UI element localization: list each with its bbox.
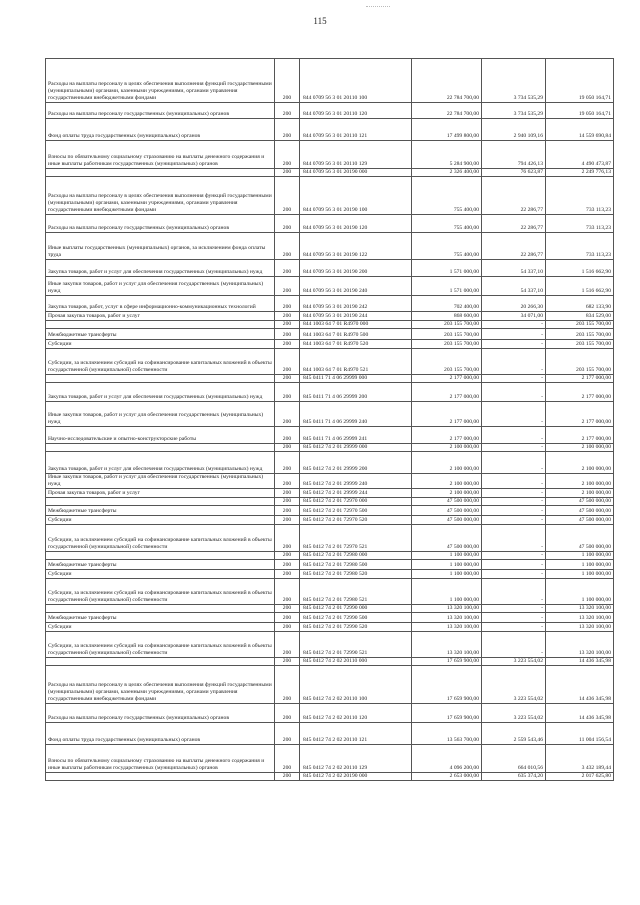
- budget-code-cell: 845 0412 74 2 01 72990 500: [300, 613, 412, 623]
- remaining-amount-cell: 14 436 345,98: [546, 704, 614, 723]
- line-code-cell: 200: [275, 613, 300, 623]
- line-code-cell: 200: [275, 444, 300, 452]
- approved-amount-cell: 1 571 000,00: [412, 260, 482, 277]
- budget-code-cell: 845 0412 74 2 01 29999 244: [300, 489, 412, 498]
- approved-amount-cell: 203 155 700,00: [412, 321, 482, 329]
- approved-amount-cell: 2 177 000,00: [412, 402, 482, 427]
- executed-amount-cell: 794 426,13: [482, 141, 546, 169]
- budget-code-cell: 845 0412 74 2 01 72990 000: [300, 605, 412, 613]
- remaining-amount-cell: 19 050 164,71: [546, 103, 614, 119]
- expense-name-cell: [46, 658, 275, 666]
- approved-amount-cell: 203 155 700,00: [412, 349, 482, 375]
- table-row: [46, 498, 614, 506]
- line-code-cell: 200: [275, 375, 300, 383]
- table-row: [46, 560, 614, 570]
- table-row: [46, 525, 614, 552]
- remaining-amount-cell: 2 100 000,00: [546, 489, 614, 498]
- page-number: 115: [313, 16, 327, 26]
- expense-name-cell: [46, 169, 275, 177]
- remaining-amount-cell: 4 490 473,87: [546, 141, 614, 169]
- executed-amount-cell: 635 374,20: [482, 773, 546, 781]
- expense-name-cell: [46, 321, 275, 329]
- expense-name-cell: [46, 498, 275, 506]
- budget-code-cell: 845 0412 74 2 01 72970 520: [300, 516, 412, 525]
- approved-amount-cell: 13 563 700,00: [412, 723, 482, 745]
- executed-amount-cell: 76 623,87: [482, 169, 546, 177]
- remaining-amount-cell: 733 113,23: [546, 177, 614, 215]
- executed-amount-cell: -: [482, 570, 546, 579]
- table-row: [46, 402, 614, 427]
- approved-amount-cell: 13 320 100,00: [412, 605, 482, 613]
- approved-amount-cell: 47 500 000,00: [412, 525, 482, 552]
- budget-code-cell: 845 0412 74 2 01 72980 521: [300, 579, 412, 605]
- executed-amount-cell: -: [482, 623, 546, 632]
- table-row: [46, 141, 614, 169]
- table-row: [46, 59, 614, 103]
- expense-name-cell: Межбюджетные трансферты: [46, 560, 275, 570]
- approved-amount-cell: 17 499 800,00: [412, 119, 482, 141]
- approved-amount-cell: 203 155 700,00: [412, 329, 482, 340]
- executed-amount-cell: 20 266,30: [482, 296, 546, 312]
- remaining-amount-cell: 203 155 700,00: [546, 340, 614, 349]
- executed-amount-cell: -: [482, 402, 546, 427]
- approved-amount-cell: 2 100 000,00: [412, 452, 482, 474]
- table-row: [46, 552, 614, 560]
- budget-code-cell: 844 0709 56 3 01 20110 120: [300, 103, 412, 119]
- table-row: [46, 658, 614, 666]
- line-code-cell: 200: [275, 632, 300, 658]
- approved-amount-cell: 2 326 400,00: [412, 169, 482, 177]
- budget-code-cell: 844 0709 56 3 01 20190 120: [300, 215, 412, 233]
- line-code-cell: 200: [275, 169, 300, 177]
- executed-amount-cell: 3 734 535,29: [482, 103, 546, 119]
- budget-code-cell: 845 0412 74 2 02 20110 000: [300, 658, 412, 666]
- expense-name-cell: Закупка товаров, работ и услуг для обеспечения государственных (муниципальных) нужд: [46, 452, 275, 474]
- expense-name-cell: Иные закупки товаров, работ и услуг для обеспечения государственных (муниципальных) нужд: [46, 402, 275, 427]
- approved-amount-cell: 1 571 000,00: [412, 277, 482, 296]
- expense-name-cell: Прочая закупка товаров, работ и услуг: [46, 312, 275, 321]
- line-code-cell: 200: [275, 321, 300, 329]
- expense-name-cell: Закупка товаров, работ и услуг для обеспечения государственных (муниципальных) нужд: [46, 383, 275, 402]
- table-row: [46, 613, 614, 623]
- expense-name-cell: Расходы на выплаты персоналу государственных (муниципальных) органов: [46, 215, 275, 233]
- executed-amount-cell: -: [482, 516, 546, 525]
- budget-code-cell: 845 0412 74 2 01 72980 520: [300, 570, 412, 579]
- table-row: [46, 474, 614, 489]
- executed-amount-cell: 3 223 554,02: [482, 658, 546, 666]
- executed-amount-cell: -: [482, 498, 546, 506]
- executed-amount-cell: 3 223 554,02: [482, 666, 546, 704]
- expense-name-cell: Закупка товаров, работ и услуг для обеспечения государственных (муниципальных) нужд: [46, 260, 275, 277]
- remaining-amount-cell: 203 155 700,00: [546, 349, 614, 375]
- expense-name-cell: Иные закупки товаров, работ и услуг для обеспечения государственных (муниципальных) нужд: [46, 277, 275, 296]
- budget-code-cell: 845 0412 74 2 01 72970 521: [300, 525, 412, 552]
- budget-code-cell: 845 0412 74 2 01 29999 000: [300, 444, 412, 452]
- budget-code-cell: 844 1003 64 7 01 R4970 520: [300, 340, 412, 349]
- remaining-amount-cell: 14 559 690,84: [546, 119, 614, 141]
- executed-amount-cell: -: [482, 452, 546, 474]
- executed-amount-cell: 3 734 535,29: [482, 59, 546, 103]
- line-code-cell: 200: [275, 233, 300, 260]
- table-row: [46, 570, 614, 579]
- remaining-amount-cell: 834 529,00: [546, 312, 614, 321]
- executed-amount-cell: -: [482, 525, 546, 552]
- remaining-amount-cell: 1 516 662,90: [546, 277, 614, 296]
- executed-amount-cell: 2 559 543,46: [482, 723, 546, 745]
- table-row: [46, 215, 614, 233]
- executed-amount-cell: -: [482, 383, 546, 402]
- table-row: [46, 605, 614, 613]
- expense-name-cell: Научно-исследовательские и опытно-конструкторские работы: [46, 427, 275, 444]
- expense-name-cell: Субсидии: [46, 570, 275, 579]
- table-row: [46, 773, 614, 781]
- table-row: [46, 103, 614, 119]
- table-row: [46, 260, 614, 277]
- remaining-amount-cell: 2 100 000,00: [546, 474, 614, 489]
- table-row: [46, 340, 614, 349]
- remaining-amount-cell: 1 100 000,00: [546, 552, 614, 560]
- line-code-cell: 200: [275, 215, 300, 233]
- line-code-cell: 200: [275, 349, 300, 375]
- line-code-cell: 200: [275, 177, 300, 215]
- expense-name-cell: Субсидии: [46, 623, 275, 632]
- approved-amount-cell: 22 784 700,00: [412, 59, 482, 103]
- line-code-cell: 200: [275, 516, 300, 525]
- remaining-amount-cell: 1 100 000,00: [546, 570, 614, 579]
- table-row: [46, 666, 614, 704]
- expense-name-cell: [46, 552, 275, 560]
- executed-amount-cell: -: [482, 506, 546, 516]
- line-code-cell: 200: [275, 579, 300, 605]
- approved-amount-cell: 2 177 000,00: [412, 427, 482, 444]
- executed-amount-cell: -: [482, 552, 546, 560]
- remaining-amount-cell: 2 017 625,80: [546, 773, 614, 781]
- approved-amount-cell: 755 400,00: [412, 233, 482, 260]
- line-code-cell: 200: [275, 506, 300, 516]
- expense-name-cell: Межбюджетные трансферты: [46, 613, 275, 623]
- approved-amount-cell: 22 784 700,00: [412, 103, 482, 119]
- line-code-cell: 200: [275, 773, 300, 781]
- approved-amount-cell: 2 177 000,00: [412, 375, 482, 383]
- line-code-cell: 200: [275, 745, 300, 773]
- budget-code-cell: 845 0411 71 4 06 29999 200: [300, 383, 412, 402]
- budget-code-cell: 845 0412 74 2 01 72980 500: [300, 560, 412, 570]
- approved-amount-cell: 203 155 700,00: [412, 340, 482, 349]
- expense-name-cell: Фонд оплаты труда государственных (муниципальных) органов: [46, 119, 275, 141]
- executed-amount-cell: 22 286,77: [482, 233, 546, 260]
- budget-code-cell: 845 0412 74 2 01 72970 000: [300, 498, 412, 506]
- executed-amount-cell: -: [482, 427, 546, 444]
- remaining-amount-cell: 47 500 000,00: [546, 506, 614, 516]
- remaining-amount-cell: 47 500 000,00: [546, 516, 614, 525]
- remaining-amount-cell: 47 500 000,00: [546, 525, 614, 552]
- remaining-amount-cell: 2 100 000,00: [546, 444, 614, 452]
- expense-name-cell: Субсидии, за исключением субсидий на софинансирование капитальных вложений в объекты государственной (муниципальной) собственности: [46, 349, 275, 375]
- budget-code-cell: 844 1003 64 7 01 R4970 521: [300, 349, 412, 375]
- table-body: [46, 59, 614, 781]
- remaining-amount-cell: 13 320 100,00: [546, 632, 614, 658]
- line-code-cell: 200: [275, 329, 300, 340]
- expense-name-cell: Расходы на выплаты персоналу в целях обеспечения выполнения функций государственными (муниципальными) органами, казенными учреждениями, органами управления государственными внебюджетными фондами: [46, 177, 275, 215]
- expense-name-cell: Расходы на выплаты персоналу в целях обеспечения выполнения функций государственными (муниципальными) органами, казенными учреждениями, органами управления государственными внебюджетными фондами: [46, 59, 275, 103]
- line-code-cell: 200: [275, 498, 300, 506]
- table-row: [46, 745, 614, 773]
- line-code-cell: 200: [275, 723, 300, 745]
- table-row: [46, 383, 614, 402]
- approved-amount-cell: 2 177 000,00: [412, 383, 482, 402]
- approved-amount-cell: 13 320 100,00: [412, 613, 482, 623]
- remaining-amount-cell: 2 100 000,00: [546, 452, 614, 474]
- remaining-amount-cell: 203 155 700,00: [546, 321, 614, 329]
- table-row: [46, 452, 614, 474]
- budget-code-cell: 845 0412 74 2 01 72970 500: [300, 506, 412, 516]
- expense-name-cell: Иные закупки товаров, работ и услуг для обеспечения государственных (муниципальных) нужд: [46, 474, 275, 489]
- line-code-cell: 200: [275, 570, 300, 579]
- line-code-cell: 200: [275, 141, 300, 169]
- remaining-amount-cell: 2 249 776,13: [546, 169, 614, 177]
- budget-code-cell: 845 0412 74 2 01 29999 200: [300, 452, 412, 474]
- remaining-amount-cell: 47 500 000,00: [546, 498, 614, 506]
- budget-code-cell: 844 0709 56 3 01 20190 000: [300, 169, 412, 177]
- executed-amount-cell: -: [482, 632, 546, 658]
- line-code-cell: 200: [275, 59, 300, 103]
- budget-code-cell: 844 0709 56 3 01 20190 122: [300, 233, 412, 260]
- executed-amount-cell: -: [482, 489, 546, 498]
- line-code-cell: 200: [275, 277, 300, 296]
- table-row: [46, 349, 614, 375]
- approved-amount-cell: 2 653 000,00: [412, 773, 482, 781]
- approved-amount-cell: 47 500 000,00: [412, 516, 482, 525]
- executed-amount-cell: -: [482, 321, 546, 329]
- line-code-cell: 200: [275, 312, 300, 321]
- executed-amount-cell: 3 223 554,02: [482, 704, 546, 723]
- executed-amount-cell: 2 940 109,16: [482, 119, 546, 141]
- line-code-cell: 200: [275, 119, 300, 141]
- budget-code-cell: 844 0709 56 3 01 20110 129: [300, 141, 412, 169]
- budget-code-cell: 845 0412 74 2 02 20190 000: [300, 773, 412, 781]
- executed-amount-cell: 54 337,10: [482, 260, 546, 277]
- table-row: [46, 516, 614, 525]
- remaining-amount-cell: 13 320 100,00: [546, 605, 614, 613]
- table-row: [46, 579, 614, 605]
- expense-name-cell: Субсидии, за исключением субсидий на софинансирование капитальных вложений в объекты государственной (муниципальной) собственности: [46, 632, 275, 658]
- budget-code-cell: 845 0412 74 2 01 72990 520: [300, 623, 412, 632]
- expense-name-cell: Межбюджетные трансферты: [46, 329, 275, 340]
- remaining-amount-cell: 14 436 345,98: [546, 666, 614, 704]
- scan-artifact: [366, 6, 390, 7]
- approved-amount-cell: 702 400,00: [412, 296, 482, 312]
- budget-code-cell: 845 0412 74 2 01 72980 000: [300, 552, 412, 560]
- expense-name-cell: Прочая закупка товаров, работ и услуг: [46, 489, 275, 498]
- remaining-amount-cell: 203 155 700,00: [546, 329, 614, 340]
- approved-amount-cell: 4 096 200,00: [412, 745, 482, 773]
- table-row: [46, 169, 614, 177]
- budget-code-cell: 845 0412 74 2 02 20110 100: [300, 666, 412, 704]
- remaining-amount-cell: 733 113,23: [546, 215, 614, 233]
- budget-code-cell: 844 0709 56 3 01 20110 121: [300, 119, 412, 141]
- table-row: [46, 296, 614, 312]
- remaining-amount-cell: 19 050 164,71: [546, 59, 614, 103]
- budget-code-cell: 844 1003 64 7 01 R4970 500: [300, 329, 412, 340]
- budget-code-cell: 844 0709 56 3 01 20190 100: [300, 177, 412, 215]
- approved-amount-cell: 755 400,00: [412, 177, 482, 215]
- budget-code-cell: 844 0709 56 3 01 20190 242: [300, 296, 412, 312]
- remaining-amount-cell: 1 100 000,00: [546, 560, 614, 570]
- approved-amount-cell: 47 500 000,00: [412, 498, 482, 506]
- expense-name-cell: Межбюджетные трансферты: [46, 506, 275, 516]
- approved-amount-cell: 868 600,00: [412, 312, 482, 321]
- approved-amount-cell: 2 100 000,00: [412, 489, 482, 498]
- line-code-cell: 200: [275, 704, 300, 723]
- budget-code-cell: 844 0709 56 3 01 20110 100: [300, 59, 412, 103]
- budget-code-cell: 845 0411 71 4 06 29999 241: [300, 427, 412, 444]
- executed-amount-cell: -: [482, 605, 546, 613]
- budget-execution-table: [45, 58, 614, 781]
- table-row: [46, 177, 614, 215]
- line-code-cell: 200: [275, 340, 300, 349]
- line-code-cell: 200: [275, 260, 300, 277]
- remaining-amount-cell: 2 177 000,00: [546, 375, 614, 383]
- executed-amount-cell: 54 337,10: [482, 277, 546, 296]
- budget-code-cell: 845 0412 74 2 02 20110 129: [300, 745, 412, 773]
- expense-name-cell: Взносы по обязательному социальному страхованию на выплаты денежного содержания и иные выплаты работникам государственных (муниципальных) органов: [46, 745, 275, 773]
- line-code-cell: 200: [275, 474, 300, 489]
- expense-name-cell: [46, 375, 275, 383]
- approved-amount-cell: 17 659 900,00: [412, 704, 482, 723]
- expense-name-cell: Фонд оплаты труда государственных (муниципальных) органов: [46, 723, 275, 745]
- approved-amount-cell: 2 100 000,00: [412, 474, 482, 489]
- expense-name-cell: Иные выплаты государственных (муниципальных) органов, за исключением фонда оплаты труда: [46, 233, 275, 260]
- table-row: [46, 277, 614, 296]
- expense-name-cell: Субсидии, за исключением субсидий на софинансирование капитальных вложений в объекты государственной (муниципальной) собственности: [46, 579, 275, 605]
- line-code-cell: 200: [275, 402, 300, 427]
- line-code-cell: 200: [275, 666, 300, 704]
- line-code-cell: 200: [275, 452, 300, 474]
- remaining-amount-cell: 14 436 345,98: [546, 658, 614, 666]
- executed-amount-cell: 22 286,77: [482, 215, 546, 233]
- executed-amount-cell: -: [482, 613, 546, 623]
- table-row: [46, 489, 614, 498]
- remaining-amount-cell: 11 004 156,54: [546, 723, 614, 745]
- executed-amount-cell: -: [482, 560, 546, 570]
- expense-name-cell: Взносы по обязательному социальному страхованию на выплаты денежного содержания и иные выплаты работникам государственных (муниципальных) органов: [46, 141, 275, 169]
- table-row: [46, 329, 614, 340]
- executed-amount-cell: -: [482, 444, 546, 452]
- approved-amount-cell: 2 100 000,00: [412, 444, 482, 452]
- remaining-amount-cell: 13 320 100,00: [546, 613, 614, 623]
- remaining-amount-cell: 1 516 662,90: [546, 260, 614, 277]
- approved-amount-cell: 1 100 000,00: [412, 560, 482, 570]
- approved-amount-cell: 13 320 100,00: [412, 623, 482, 632]
- approved-amount-cell: 1 100 000,00: [412, 570, 482, 579]
- approved-amount-cell: 13 320 100,00: [412, 632, 482, 658]
- approved-amount-cell: 47 500 000,00: [412, 506, 482, 516]
- executed-amount-cell: 34 071,00: [482, 312, 546, 321]
- line-code-cell: 200: [275, 658, 300, 666]
- expense-name-cell: Расходы на выплаты персоналу в целях обеспечения выполнения функций государственными (муниципальными) органами, казенными учреждениями, органами управления государственными внебюджетными фондами: [46, 666, 275, 704]
- approved-amount-cell: 17 659 900,00: [412, 658, 482, 666]
- approved-amount-cell: 1 100 000,00: [412, 552, 482, 560]
- remaining-amount-cell: 2 177 000,00: [546, 402, 614, 427]
- line-code-cell: 200: [275, 383, 300, 402]
- approved-amount-cell: 17 659 900,00: [412, 666, 482, 704]
- table-row: [46, 233, 614, 260]
- line-code-cell: 200: [275, 560, 300, 570]
- executed-amount-cell: -: [482, 340, 546, 349]
- expense-name-cell: Расходы на выплаты персоналу государственных (муниципальных) органов: [46, 103, 275, 119]
- budget-code-cell: 844 0709 56 3 01 20190 244: [300, 312, 412, 321]
- approved-amount-cell: 1 100 000,00: [412, 579, 482, 605]
- remaining-amount-cell: 2 177 000,00: [546, 383, 614, 402]
- remaining-amount-cell: 1 100 000,00: [546, 579, 614, 605]
- remaining-amount-cell: 682 133,90: [546, 296, 614, 312]
- approved-amount-cell: 5 284 900,00: [412, 141, 482, 169]
- expense-name-cell: [46, 605, 275, 613]
- line-code-cell: 200: [275, 103, 300, 119]
- executed-amount-cell: 22 286,77: [482, 177, 546, 215]
- remaining-amount-cell: 733 113,23: [546, 233, 614, 260]
- table-row: [46, 321, 614, 329]
- budget-code-cell: 845 0412 74 2 02 20110 121: [300, 723, 412, 745]
- executed-amount-cell: -: [482, 375, 546, 383]
- budget-code-cell: 845 0411 71 4 06 29999 240: [300, 402, 412, 427]
- executed-amount-cell: 664 010,56: [482, 745, 546, 773]
- table-row: [46, 312, 614, 321]
- remaining-amount-cell: 2 177 000,00: [546, 427, 614, 444]
- executed-amount-cell: -: [482, 474, 546, 489]
- expense-name-cell: Закупка товаров, работ, услуг в сфере информационно-коммуникационных технологий: [46, 296, 275, 312]
- table-row: [46, 506, 614, 516]
- table-row: [46, 704, 614, 723]
- budget-code-cell: 845 0411 71 4 06 29999 000: [300, 375, 412, 383]
- budget-code-cell: 845 0412 74 2 01 29999 240: [300, 474, 412, 489]
- line-code-cell: 200: [275, 427, 300, 444]
- table-row: [46, 375, 614, 383]
- line-code-cell: 200: [275, 605, 300, 613]
- remaining-amount-cell: 13 320 100,00: [546, 623, 614, 632]
- table-row: [46, 444, 614, 452]
- budget-code-cell: 845 0412 74 2 01 72990 521: [300, 632, 412, 658]
- executed-amount-cell: -: [482, 349, 546, 375]
- line-code-cell: 200: [275, 489, 300, 498]
- expense-name-cell: Субсидии: [46, 340, 275, 349]
- table-row: [46, 723, 614, 745]
- budget-code-cell: 844 0709 56 3 01 20190 240: [300, 277, 412, 296]
- line-code-cell: 200: [275, 552, 300, 560]
- line-code-cell: 200: [275, 296, 300, 312]
- table-row: [46, 427, 614, 444]
- expense-name-cell: Субсидии, за исключением субсидий на софинансирование капитальных вложений в объекты государственной (муниципальной) собственности: [46, 525, 275, 552]
- expense-name-cell: [46, 773, 275, 781]
- remaining-amount-cell: 3 432 189,44: [546, 745, 614, 773]
- expense-name-cell: Субсидии: [46, 516, 275, 525]
- expense-name-cell: [46, 444, 275, 452]
- executed-amount-cell: -: [482, 329, 546, 340]
- table-row: [46, 623, 614, 632]
- table-row: [46, 632, 614, 658]
- table-row: [46, 119, 614, 141]
- executed-amount-cell: -: [482, 579, 546, 605]
- budget-code-cell: 844 1003 64 7 01 R4970 000: [300, 321, 412, 329]
- budget-code-cell: 845 0412 74 2 02 20110 120: [300, 704, 412, 723]
- budget-code-cell: 844 0709 56 3 01 20190 200: [300, 260, 412, 277]
- line-code-cell: 200: [275, 525, 300, 552]
- expense-name-cell: Расходы на выплаты персоналу государственных (муниципальных) органов: [46, 704, 275, 723]
- approved-amount-cell: 755 400,00: [412, 215, 482, 233]
- line-code-cell: 200: [275, 623, 300, 632]
